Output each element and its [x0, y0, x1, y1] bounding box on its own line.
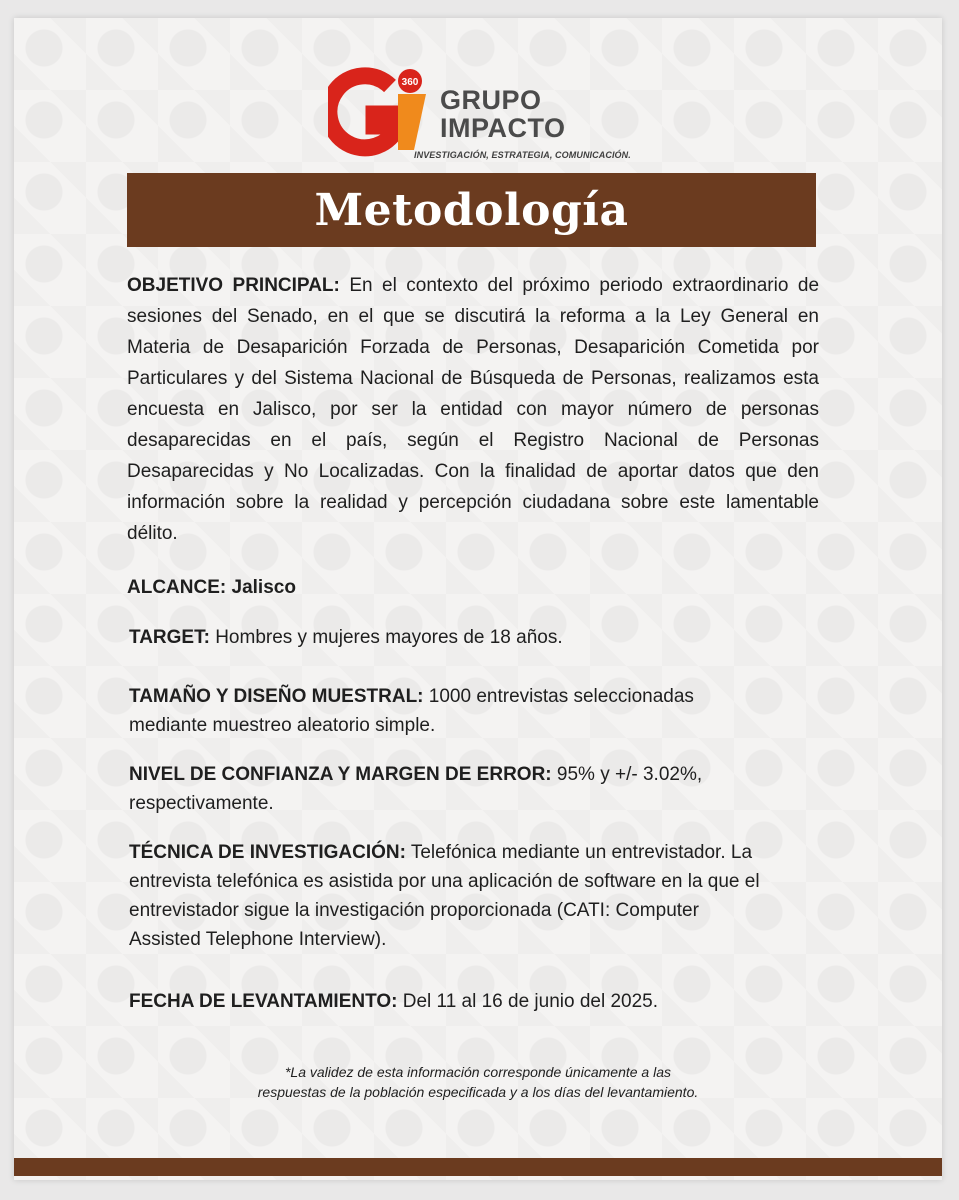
tecnica-text: Telefónica mediante un entrevistador. La entrevista telefónica es asistida por una aplicación de software en la que el entrevistador sigue la investigación proporcionada (CATI: Computer Assisted Telephone Interview). [129, 842, 760, 950]
target-label: TARGET: [129, 627, 210, 648]
gi-logo-icon [328, 64, 440, 164]
nivel-text: 95% y +/- 3.02%, respectivamente. [129, 764, 703, 814]
brand-tagline: INVESTIGACIÓN, ESTRATEGIA, COMUNICACIÓN. [414, 150, 631, 160]
alcance-text: Jalisco [226, 577, 296, 598]
fecha-text: Del 11 al 16 de junio del 2025. [397, 991, 659, 1012]
methodology-content [127, 270, 820, 1012]
tecnica-label: TÉCNICA DE INVESTIGACIÓN: [129, 842, 406, 863]
nivel-label: NIVEL DE CONFIANZA Y MARGEN DE ERROR: [129, 764, 552, 785]
tamano-paragraph [129, 682, 769, 740]
tecnica-paragraph [129, 838, 769, 954]
fecha-paragraph [129, 986, 658, 1017]
objective-text: En el contexto del próximo periodo extraordinario de sesiones del Senado, en el que se discutirá la reforma a la Ley General en Materia de Desaparición Forzada de Personas, Desaparición Cometida por Particulares y del Sistema Nacional de Búsqueda de Personas, realizamos esta encuesta en Jalisco, por ser la entidad con mayor número de personas desaparecidas en el país, según el Registro Nacional de Personas Desaparecidas y No Localizadas. Con la finalidad de aportar datos que den información sobre la realidad y percepción ciudadana sobre este lamentable délito. [127, 275, 820, 544]
alcance-paragraph [127, 572, 296, 603]
validity-note [14, 1062, 942, 1102]
alcance-label: ALCANCE: [127, 577, 227, 598]
tamano-text: 1000 entrevistas seleccionadas mediante muestreo aleatorio simple. [129, 686, 694, 736]
title-banner [127, 173, 816, 247]
validity-note-line1: *La validez de esta información corresponde únicamente a las [284, 1064, 671, 1080]
badge-text: 360 [401, 77, 419, 88]
target-paragraph [129, 622, 563, 653]
brand-name-line2: IMPACTO [440, 113, 566, 143]
objective-label: OBJETIVO PRINCIPAL: [127, 275, 340, 296]
tamano-label: TAMAÑO Y DISEÑO MUESTRAL: [129, 686, 424, 707]
brand-name-line1: GRUPO [440, 85, 542, 115]
nivel-paragraph [129, 760, 769, 818]
bottom-bar [14, 1158, 942, 1176]
objective-paragraph [127, 270, 819, 549]
target-text: Hombres y mujeres mayores de 18 años. [209, 627, 563, 648]
fecha-label: FECHA DE LEVANTAMIENTO: [129, 991, 398, 1012]
validity-note-line2: respuestas de la población especificada y a los días del levantamiento. [257, 1084, 699, 1100]
grupo-impacto-logo [328, 64, 631, 168]
page-title: Metodología [314, 184, 629, 236]
